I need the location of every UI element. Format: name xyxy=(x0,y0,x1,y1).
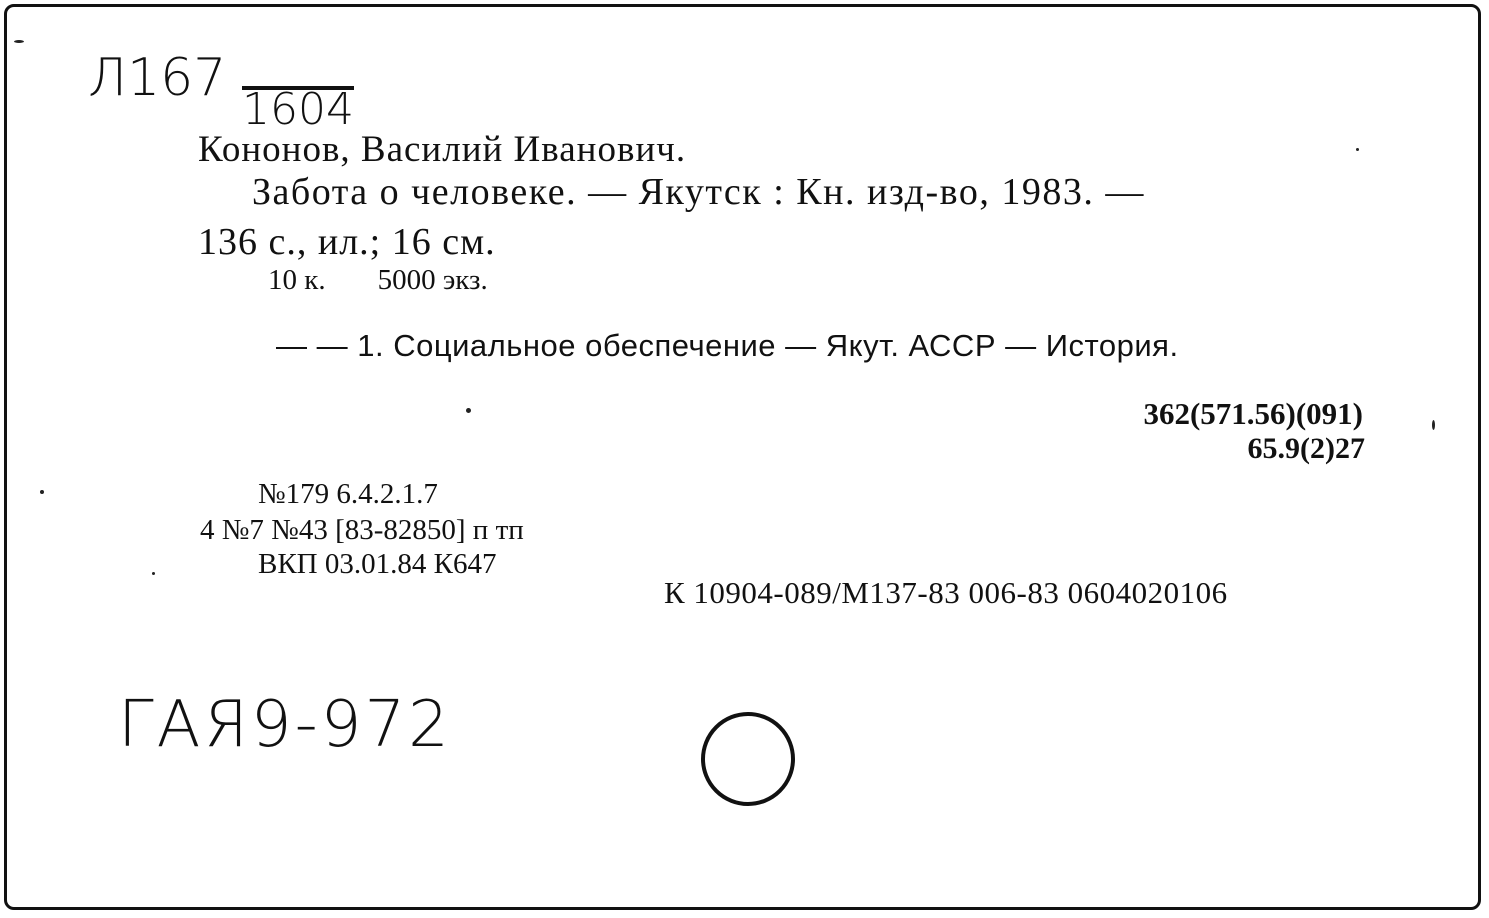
bbk-index: 65.9(2)27 xyxy=(1247,432,1365,465)
publisher-code: К 10904-089/М137-83 006-83 0604020106 xyxy=(664,575,1228,610)
handwritten-inventory-number: ГАЯ9-972 xyxy=(118,688,452,762)
price-edition-line xyxy=(268,264,488,297)
service-note-1: №179 6.4.2.1.7 xyxy=(258,478,438,510)
subject-heading: — — 1. Социальное обеспечение — Якут. АССР — История. xyxy=(276,328,1179,363)
scan-speck xyxy=(40,490,44,494)
udc-index: 362(571.56)(091) xyxy=(1143,396,1363,431)
drawn-circle-mark xyxy=(701,712,795,806)
title-line: Забота о человеке. — Якутск : Кн. изд-во, 1983. — xyxy=(252,171,1145,213)
handwritten-shelfmark: Л167 xyxy=(88,48,227,108)
scan-speck xyxy=(1432,420,1435,430)
price: 10 к. xyxy=(268,264,326,296)
scan-speck xyxy=(466,408,471,413)
scan-speck xyxy=(152,572,155,575)
scan-speck xyxy=(14,40,24,43)
extent-line: 136 с., ил.; 16 см. xyxy=(198,221,496,263)
handwritten-shelfmark-sub: 1604 xyxy=(242,84,354,135)
service-note-2: 4 №7 №43 [83-82850] п тп xyxy=(200,514,524,546)
author-heading: Кононов, Василий Иванович. xyxy=(198,129,687,170)
scan-speck xyxy=(1356,148,1359,151)
service-note-3: ВКП 03.01.84 К647 xyxy=(258,548,497,580)
edition-size: 5000 экз. xyxy=(377,264,488,296)
